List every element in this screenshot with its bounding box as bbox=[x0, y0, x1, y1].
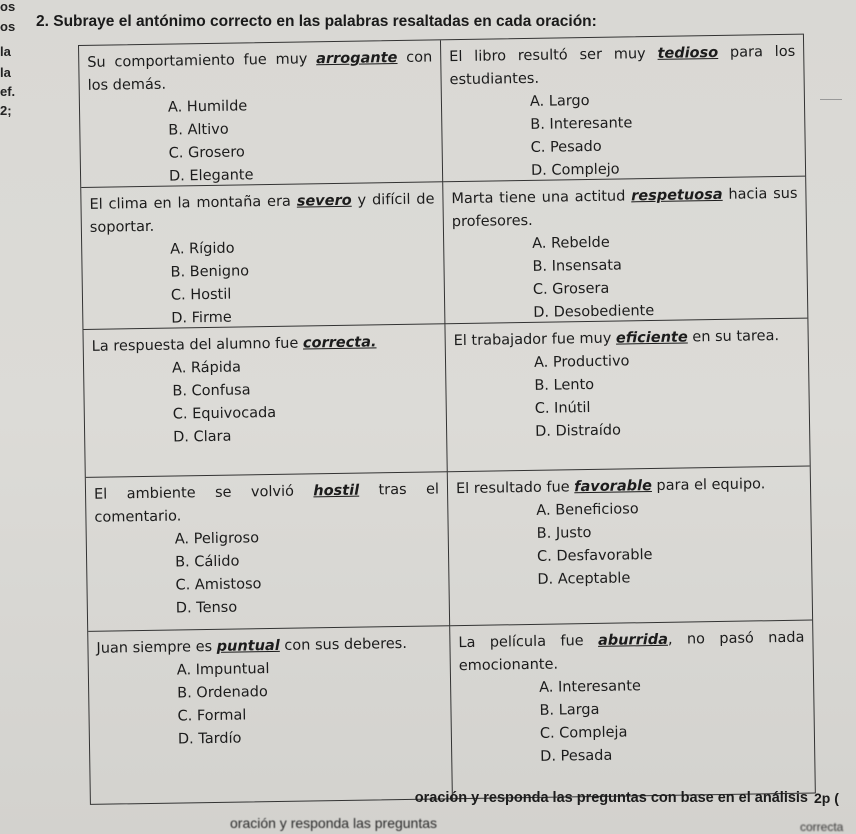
question-cell bbox=[443, 177, 807, 325]
question-cell bbox=[88, 626, 453, 806]
answer-option[interactable]: A. Rebelde bbox=[532, 234, 610, 252]
answer-option[interactable]: A. Rápida bbox=[171, 359, 242, 377]
pencil-mark bbox=[820, 99, 842, 100]
question-stem bbox=[451, 183, 798, 234]
stem-text: La respuesta del alumno fue bbox=[91, 335, 304, 355]
option-list bbox=[452, 229, 799, 325]
stem-text: Marta tiene una actitud bbox=[451, 188, 632, 208]
highlighted-word[interactable]: correcta. bbox=[302, 334, 377, 352]
margin-fragment: la bbox=[0, 65, 11, 80]
answer-option[interactable]: C. Inútil bbox=[534, 399, 591, 417]
stem-text: La película fue bbox=[458, 632, 599, 652]
cutoff-text-right: correcta bbox=[800, 820, 844, 834]
question-cell bbox=[445, 319, 809, 473]
highlighted-word[interactable]: hostil bbox=[313, 482, 360, 500]
stem-text: tras el comentario. bbox=[94, 481, 440, 526]
answer-option[interactable]: C. Equivocada bbox=[172, 404, 277, 423]
answer-option[interactable]: D. Tardío bbox=[177, 730, 242, 748]
stem-text: Su comportamiento fue muy bbox=[87, 51, 317, 71]
stem-text: Juan siempre es bbox=[96, 638, 217, 657]
answer-option[interactable]: A. Beneficioso bbox=[536, 501, 639, 519]
highlighted-word[interactable]: severo bbox=[296, 192, 352, 210]
option-list bbox=[92, 353, 438, 450]
answer-option[interactable]: A. Rígido bbox=[170, 240, 235, 258]
question-stem bbox=[458, 627, 805, 678]
highlighted-word[interactable]: favorable bbox=[574, 478, 652, 496]
stem-text: , no pasó nada emocionante. bbox=[458, 629, 805, 675]
question-cell bbox=[450, 621, 815, 801]
stem-text: hacia sus profesores. bbox=[451, 185, 798, 231]
answer-option[interactable]: D. Clara bbox=[173, 428, 232, 446]
answer-option[interactable]: A. Peligroso bbox=[174, 530, 260, 548]
question-cell bbox=[79, 40, 443, 188]
answer-option[interactable]: C. Compleja bbox=[539, 724, 628, 742]
option-list bbox=[450, 87, 797, 183]
answer-option[interactable]: D. Elegante bbox=[168, 167, 254, 185]
stem-text: El resultado fue bbox=[455, 479, 575, 498]
answer-option[interactable]: C. Grosera bbox=[532, 280, 610, 298]
stem-text: El clima en la montaña era bbox=[89, 193, 297, 213]
highlighted-word[interactable]: eficiente bbox=[615, 329, 688, 347]
instruction-footer bbox=[78, 790, 808, 806]
highlighted-word[interactable]: tedioso bbox=[657, 44, 719, 62]
stem-text: para los estudiantes. bbox=[449, 43, 796, 89]
option-list bbox=[459, 673, 806, 770]
stem-text: con sus deberes. bbox=[279, 635, 408, 654]
answer-option[interactable]: D. Distraído bbox=[535, 422, 622, 440]
option-list bbox=[454, 348, 801, 445]
stem-text: El trabajador fue muy bbox=[453, 330, 617, 350]
answer-option[interactable]: B. Cálido bbox=[175, 553, 240, 571]
stem-text: en su tarea. bbox=[687, 328, 780, 346]
cutoff-text: oración y responda las preguntas bbox=[230, 815, 438, 831]
answer-option[interactable]: B. Ordenado bbox=[177, 684, 268, 702]
answer-option[interactable]: C. Pesado bbox=[530, 138, 602, 156]
highlighted-word[interactable]: aburrida bbox=[597, 631, 669, 649]
answer-option[interactable]: C. Hostil bbox=[170, 286, 232, 304]
stem-text: El ambiente se volvió bbox=[93, 483, 314, 503]
answer-option[interactable]: A. Impuntual bbox=[176, 661, 270, 679]
highlighted-word[interactable]: respetuosa bbox=[631, 186, 723, 205]
question-cell bbox=[448, 467, 812, 627]
answer-option[interactable]: B. Benigno bbox=[170, 263, 250, 281]
margin-fragment: ef. bbox=[0, 84, 16, 99]
margin-fragment: os bbox=[0, 0, 16, 14]
answer-option[interactable]: D. Firme bbox=[171, 309, 232, 327]
footer-text: oración y responda las preguntas con base en el análisis bbox=[414, 790, 808, 806]
answer-option[interactable]: A. Humilde bbox=[167, 98, 248, 116]
answer-option[interactable]: D. Desobediente bbox=[533, 302, 655, 321]
option-list bbox=[95, 524, 441, 621]
answer-option[interactable]: D. Pesada bbox=[540, 747, 613, 765]
question-stem bbox=[89, 188, 435, 239]
answer-option[interactable]: A. Productivo bbox=[533, 353, 630, 371]
highlighted-word[interactable]: arrogante bbox=[316, 49, 398, 68]
question-stem bbox=[449, 41, 796, 92]
question-stem bbox=[87, 46, 433, 97]
answer-option[interactable]: A. Largo bbox=[529, 92, 590, 110]
option-list bbox=[90, 234, 436, 330]
answer-option[interactable]: D. Complejo bbox=[530, 161, 620, 179]
question-cell bbox=[86, 472, 450, 632]
margin-fragment: la bbox=[0, 44, 11, 59]
answer-option[interactable]: A. Interesante bbox=[539, 678, 642, 696]
answer-option[interactable]: C. Amistoso bbox=[175, 576, 262, 594]
exercise-heading: 2. Subraye el antónimo correcto en las palabras resaltadas en cada oración: bbox=[36, 13, 597, 30]
margin-fragment: 2; bbox=[0, 103, 12, 118]
highlighted-word[interactable]: puntual bbox=[216, 637, 280, 655]
stem-text: El libro resultó ser muy bbox=[449, 45, 658, 66]
stem-text: y difícil de soportar. bbox=[89, 191, 435, 236]
question-cell bbox=[81, 182, 445, 330]
answer-option[interactable]: B. Larga bbox=[539, 701, 600, 719]
answer-option[interactable]: B. Confusa bbox=[172, 382, 251, 400]
answer-option[interactable]: B. Lento bbox=[534, 376, 595, 394]
answer-option[interactable]: C. Desfavorable bbox=[536, 547, 653, 565]
option-list bbox=[456, 496, 803, 593]
antonym-table bbox=[78, 34, 816, 805]
answer-option[interactable]: D. Aceptable bbox=[537, 570, 631, 588]
stem-text: para el equipo. bbox=[651, 476, 766, 495]
margin-fragment: os bbox=[0, 19, 16, 34]
option-list bbox=[97, 655, 443, 752]
answer-option[interactable]: B. Insensata bbox=[532, 257, 622, 275]
option-list bbox=[88, 92, 434, 188]
stem-text: con los demás. bbox=[87, 49, 433, 94]
answer-option[interactable]: B. Altivo bbox=[168, 121, 229, 139]
score-label: 2p ( bbox=[814, 790, 839, 806]
answer-option[interactable]: B. Justo bbox=[536, 524, 592, 542]
question-cell bbox=[83, 324, 447, 478]
answer-option[interactable]: C. Formal bbox=[177, 707, 247, 725]
question-cell bbox=[441, 35, 805, 183]
answer-option[interactable]: B. Interesante bbox=[530, 115, 633, 133]
answer-option[interactable]: D. Tenso bbox=[175, 599, 238, 617]
answer-option[interactable]: C. Grosero bbox=[168, 144, 245, 162]
question-stem bbox=[94, 478, 440, 529]
